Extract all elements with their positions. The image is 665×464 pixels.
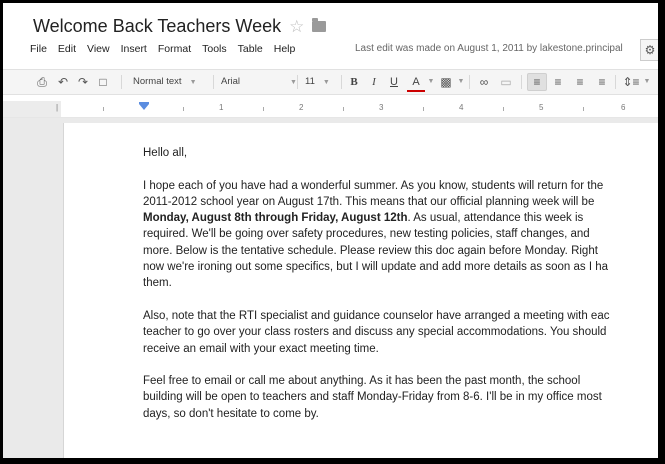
font-size-value: 11 xyxy=(305,76,315,87)
menu-view[interactable]: View xyxy=(87,43,110,55)
text-line: required. We'll be going over safety procedures, new testing policies, staff changes, and xyxy=(143,228,590,241)
menu-edit[interactable]: Edit xyxy=(57,43,77,55)
ruler-margin xyxy=(3,101,61,117)
align-right-icon[interactable]: ≡ xyxy=(576,75,584,89)
style-value: Normal text xyxy=(133,76,182,87)
chevron-down-icon[interactable]: ▼ xyxy=(457,78,465,85)
toolbar-divider xyxy=(615,75,616,89)
ruler-tick xyxy=(503,107,504,111)
ruler-number: 1 xyxy=(219,103,224,112)
text-line: teacher to go over your class rosters and discuss any special accommodations. You should xyxy=(143,326,607,339)
text-line: I hope each of you have had a wonderful summer. As you know, students will return for the xyxy=(143,179,604,192)
print-icon[interactable]: ⎙ xyxy=(37,75,47,89)
chevron-down-icon[interactable]: ▼ xyxy=(643,78,651,85)
text-line: days, so don't hesitate to come by. xyxy=(143,407,319,420)
toolbar-divider xyxy=(341,75,342,89)
ruler-number: 5 xyxy=(539,103,544,112)
last-edit-link[interactable]: Last edit was made on August 1, 2011 by lakestone.principal xyxy=(355,43,623,54)
toolbar-divider xyxy=(297,75,298,89)
star-icon[interactable]: ☆ xyxy=(289,16,305,36)
align-justify-icon[interactable]: ≡ xyxy=(598,75,606,89)
chevron-down-icon: ▼ xyxy=(189,79,197,86)
ruler-tick xyxy=(183,107,184,111)
paragraph-planning-week xyxy=(143,178,658,292)
font-size-dropdown[interactable] xyxy=(305,70,339,94)
document-body[interactable] xyxy=(143,145,658,438)
line-spacing-icon[interactable]: ⇕≡ xyxy=(622,75,640,89)
text-line: building will be open to teachers and staff Monday-Friday from 8-6. I'll be in my office most xyxy=(143,391,602,404)
ruler-marker: | xyxy=(56,103,59,112)
align-center-icon[interactable]: ≡ xyxy=(554,75,562,89)
paragraph-contact xyxy=(143,373,658,422)
menu-insert[interactable]: Insert xyxy=(120,43,147,55)
menu-bar xyxy=(30,41,306,57)
link-icon[interactable]: ∞ xyxy=(479,75,489,89)
font-dropdown[interactable] xyxy=(221,70,297,94)
folder-icon[interactable] xyxy=(312,21,326,32)
ruler[interactable] xyxy=(3,101,658,118)
text-line: 2011-2012 school year on August 17th. This means that our official planning week will be xyxy=(143,195,595,208)
underline-button[interactable]: U xyxy=(390,76,398,88)
ruler-tick xyxy=(423,107,424,111)
text-line: now we're ironing out some specifics, but I will update and add more details as soon as I ha xyxy=(143,261,609,274)
ruler-number: 3 xyxy=(379,103,384,112)
paint-format-icon[interactable]: □ xyxy=(99,75,107,89)
ruler-number: 2 xyxy=(299,103,304,112)
text-run: . As usual, attendance this week is xyxy=(407,212,584,225)
ruler-tick xyxy=(343,107,344,111)
document-title[interactable]: Welcome Back Teachers Week xyxy=(33,15,282,36)
italic-button[interactable]: I xyxy=(372,76,376,88)
ruler-tick xyxy=(263,107,264,111)
bold-dates: Monday, August 8th through Friday, August 12th xyxy=(143,212,408,225)
style-dropdown[interactable] xyxy=(133,70,213,94)
paragraph-rti-meeting xyxy=(143,308,658,357)
ruler-tick xyxy=(103,107,104,111)
text-line: more. Below is the tentative schedule. Please review this doc again before Monday. Right xyxy=(143,244,598,257)
undo-icon[interactable]: ↶ xyxy=(57,75,69,89)
font-value: Arial xyxy=(221,76,241,87)
docs-window xyxy=(3,3,658,458)
menu-help[interactable]: Help xyxy=(273,43,296,55)
align-left-icon[interactable]: ≡ xyxy=(527,73,547,91)
chevron-down-icon[interactable]: ▼ xyxy=(427,78,435,85)
menu-table[interactable]: Table xyxy=(237,43,263,55)
toolbar-divider xyxy=(469,75,470,89)
menu-file[interactable]: File xyxy=(30,43,47,55)
ruler-number: 4 xyxy=(459,103,464,112)
ruler-number: 6 xyxy=(621,103,626,112)
highlight-color-icon[interactable]: ▩ xyxy=(440,75,452,89)
comment-icon[interactable]: ▭ xyxy=(500,75,512,89)
settings-icon[interactable]: ⚙ xyxy=(640,39,658,61)
text-color-button[interactable]: A xyxy=(407,70,425,92)
toolbar xyxy=(3,69,658,95)
bold-button[interactable]: B xyxy=(350,76,358,88)
chevron-down-icon: ▼ xyxy=(290,79,297,86)
text-line xyxy=(143,210,658,226)
text-line: them. xyxy=(143,277,172,290)
menu-format[interactable]: Format xyxy=(157,43,192,55)
text-line: Also, note that the RTI specialist and guidance counselor have arranged a meeting with eac xyxy=(143,309,610,322)
chevron-down-icon: ▼ xyxy=(322,79,330,86)
ruler-tick xyxy=(583,107,584,111)
toolbar-divider xyxy=(121,75,122,89)
title-row xyxy=(33,13,326,39)
toolbar-divider xyxy=(521,75,522,89)
toolbar-divider xyxy=(213,75,214,89)
redo-icon[interactable]: ↷ xyxy=(77,75,89,89)
left-indent-handle[interactable] xyxy=(139,104,149,110)
menu-tools[interactable]: Tools xyxy=(202,43,227,55)
greeting-paragraph: Hello all, xyxy=(143,147,188,159)
text-line: Feel free to email or call me about anything. As it has been the past month, the school xyxy=(143,375,581,388)
text-line: receive an email with your exact meeting time. xyxy=(143,342,379,355)
